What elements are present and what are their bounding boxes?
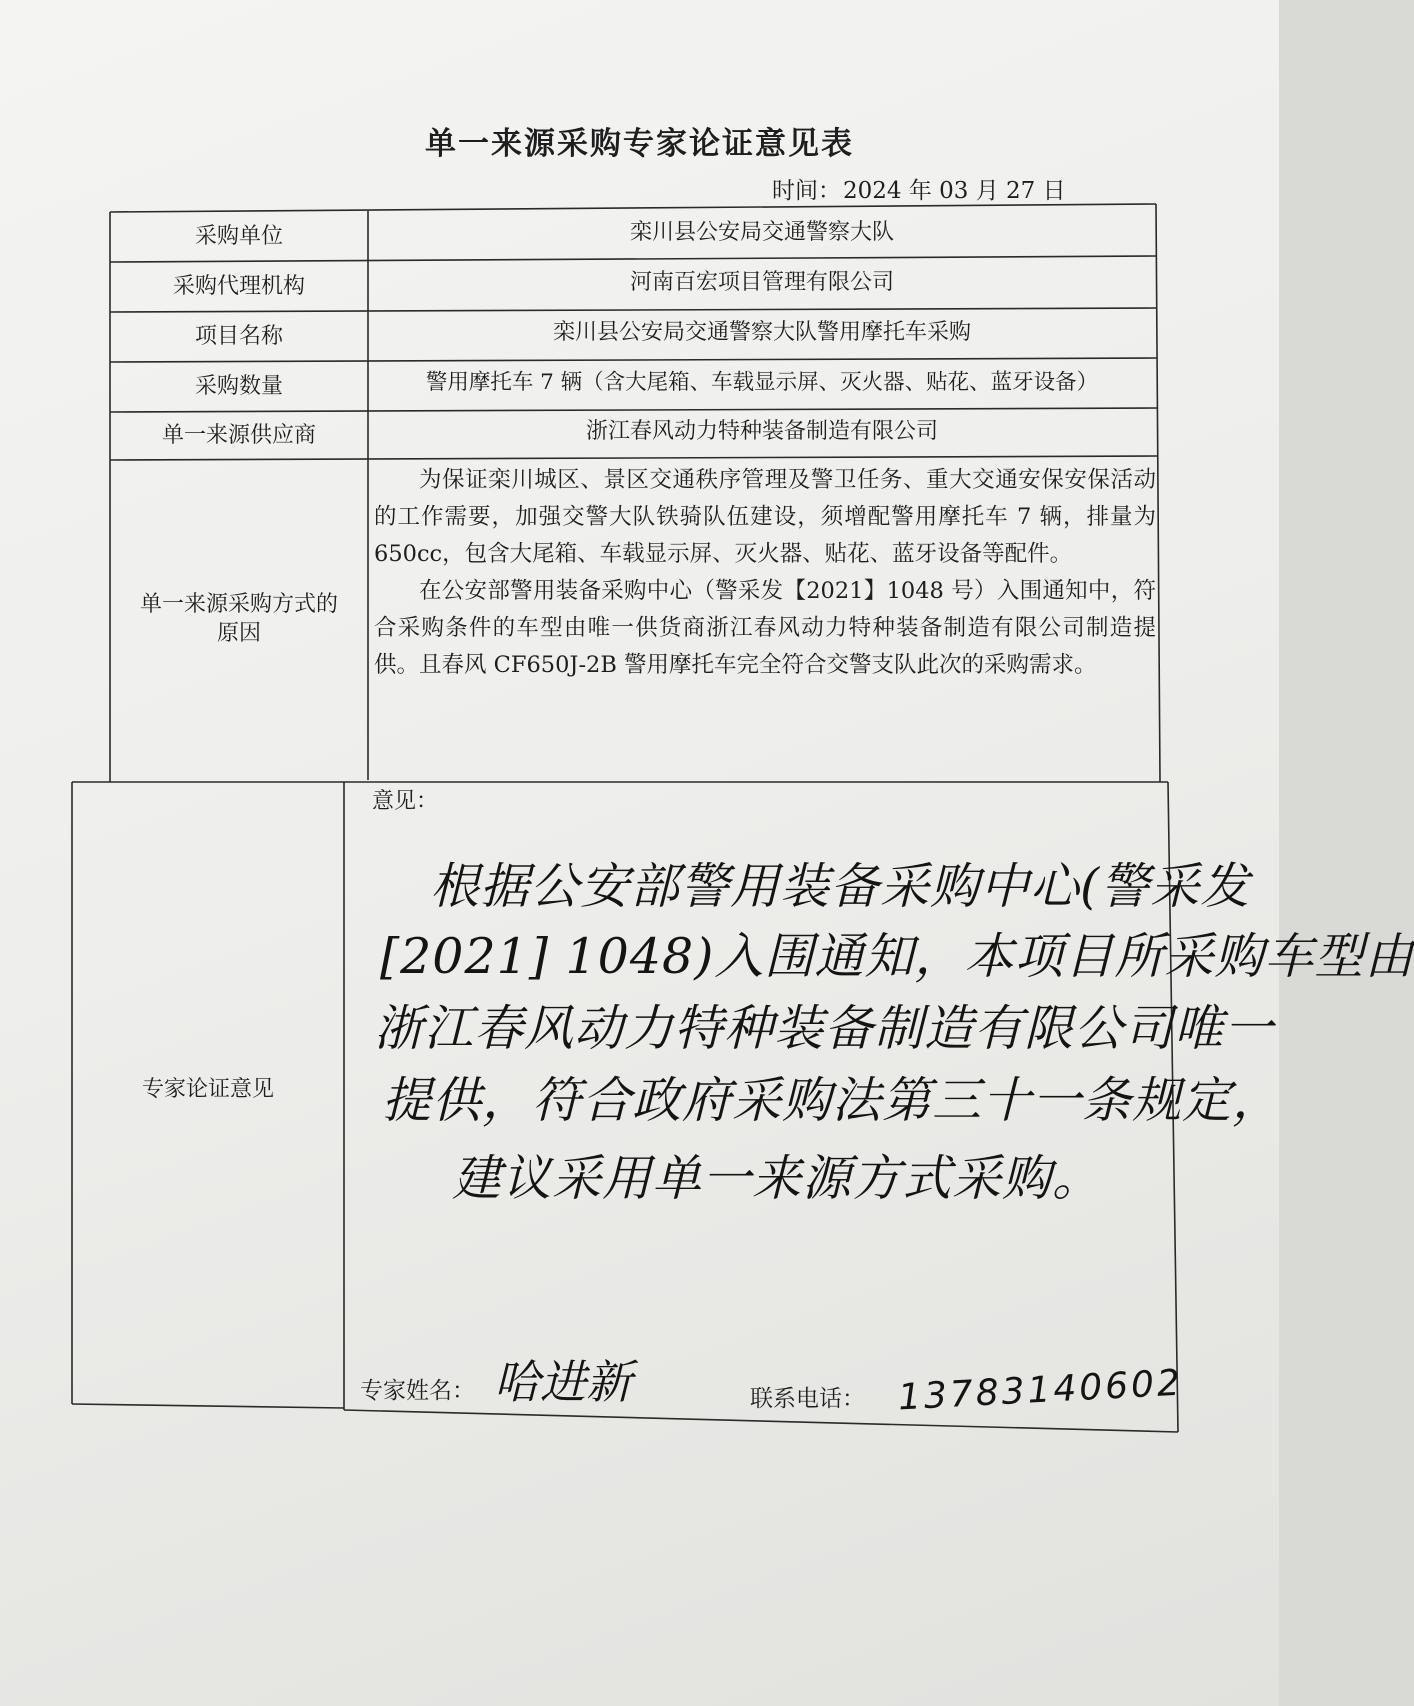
opinion-label: 专家论证意见 bbox=[141, 1076, 274, 1102]
row-label-project-name: 项目名称 bbox=[194, 323, 283, 349]
row-value-quantity: 警用摩托车 7 辆（含大尾箱、车载显示屏、灭火器、贴花、蓝牙设备） bbox=[425, 370, 1099, 396]
row-value-project-name: 栾川县公安局交通警察大队警用摩托车采购 bbox=[552, 319, 971, 345]
handwritten-opinion-line-4: 提供，符合政府采购法第三十一条规定， bbox=[382, 1072, 1283, 1129]
row-value-agency: 河南百宏项目管理有限公司 bbox=[629, 269, 894, 295]
handwritten-opinion-line-2: [2021] 1048)入围通知，本项目所采购车型由 bbox=[380, 928, 1414, 985]
row-label-purchaser: 采购单位 bbox=[194, 223, 283, 249]
handwritten-opinion-line-1: 根据公安部警用装备采购中心(警采发 bbox=[430, 858, 1251, 915]
reason-label-line1: 单一来源采购方式的 bbox=[139, 592, 338, 618]
date-label: 时间： bbox=[772, 178, 841, 204]
row-label-quantity: 采购数量 bbox=[194, 373, 283, 399]
row-label-agency: 采购代理机构 bbox=[172, 273, 305, 299]
reason-text bbox=[374, 462, 1156, 684]
reason-paragraph-1: 为保证栾川城区、景区交通秩序管理及警卫任务、重大交通安保安保活动的工作需要，加强交警大队铁骑队伍建设，须增配警用摩托车 7 辆，排量为 650cc，包含大尾箱、车载显示屏、灭火器、贴花、蓝牙设备等配件。 bbox=[374, 467, 1156, 567]
reason-label-line2: 原因 bbox=[216, 621, 261, 646]
row-label-supplier: 单一来源供应商 bbox=[161, 422, 316, 448]
reason-label bbox=[110, 580, 368, 660]
date-value: 2024 年 03 月 27 日 bbox=[843, 178, 1066, 204]
row-value-purchaser: 栾川县公安局交通警察大队 bbox=[629, 219, 894, 245]
handwritten-opinion-line-3: 浙江春风动力特种装备制造有限公司唯一 bbox=[374, 1000, 1275, 1057]
expert-signature: 哈进新 bbox=[494, 1355, 632, 1409]
document-title: 单一来源采购专家论证意见表 bbox=[425, 126, 854, 162]
phone-value: 13783140602 bbox=[897, 1362, 1184, 1419]
opinion-prefix: 意见： bbox=[372, 789, 439, 814]
phone-label: 联系电话： bbox=[750, 1386, 865, 1412]
row-value-supplier: 浙江春风动力特种装备制造有限公司 bbox=[585, 418, 938, 444]
handwritten-opinion-line-5: 建议采用单一来源方式采购。 bbox=[452, 1150, 1103, 1207]
expert-name-label: 专家姓名： bbox=[360, 1378, 475, 1404]
date-line bbox=[772, 172, 1068, 205]
reason-paragraph-2: 在公安部警用装备采购中心（警采发【2021】1048 号）入围通知中，符合采购条件的车型由唯一供货商浙江春风动力特种装备制造有限公司制造提供。且春风 CF650J-2B 警用摩托车完全符合交警支队此次的采购需求。 bbox=[374, 578, 1156, 678]
